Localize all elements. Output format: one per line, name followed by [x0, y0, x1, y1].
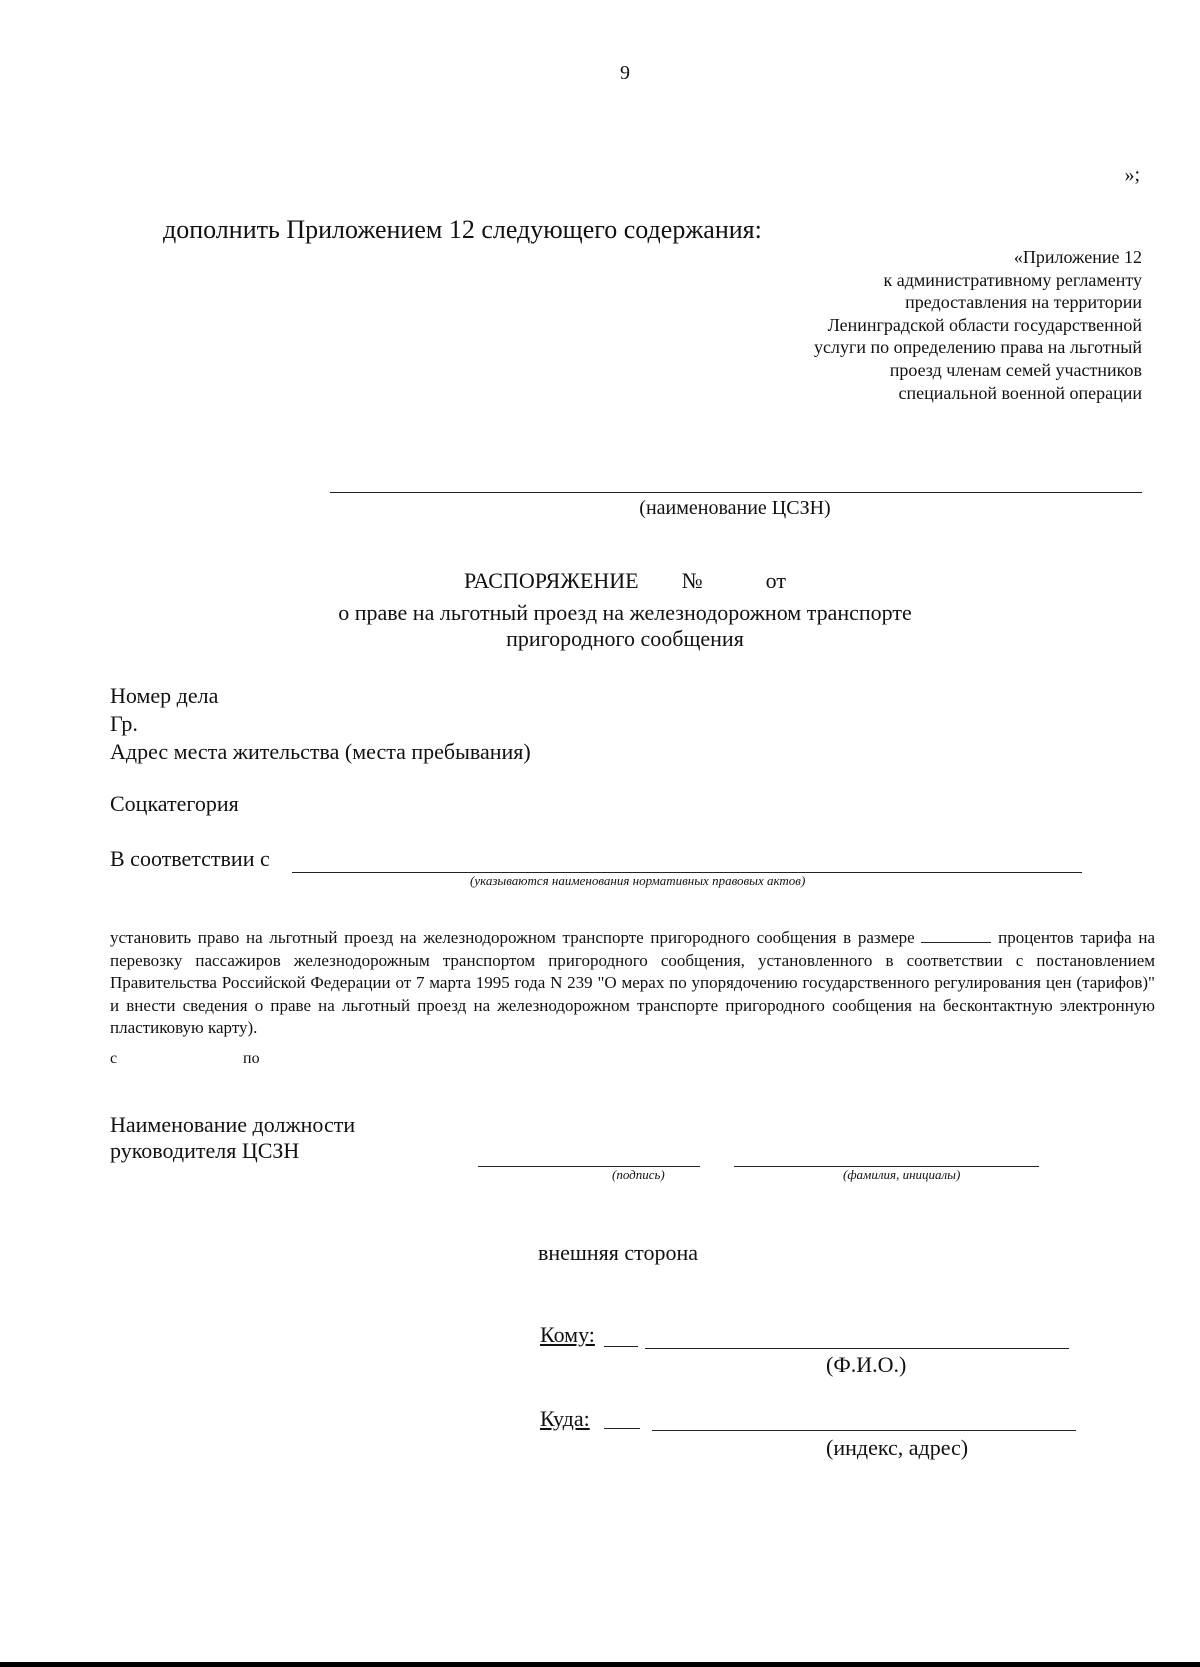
case-number-label: Номер дела — [110, 683, 219, 708]
scan-edge — [0, 1662, 1200, 1667]
to-line — [645, 1348, 1069, 1349]
appendix-line: «Приложение 12 — [1013, 247, 1142, 267]
where-line — [652, 1430, 1076, 1431]
appendix-line: Ленинградской области государственной — [827, 314, 1142, 335]
citizen-label: Гр. — [110, 711, 138, 736]
order-date-word: от — [765, 568, 786, 593]
percent-blank — [921, 930, 991, 943]
appendix-line: предоставления на территории — [905, 292, 1142, 313]
to-line-short — [604, 1346, 638, 1347]
outer-side-heading: внешняя сторона — [538, 1240, 699, 1265]
appendix-line: проезд членам семей участников — [889, 359, 1142, 380]
position-line: Наименование должности — [110, 1112, 356, 1137]
order-subject-line: пригородного сообщения — [506, 626, 744, 651]
where-caption: (индекс, адрес) — [826, 1435, 969, 1460]
to-caption: (Ф.И.О.) — [826, 1352, 907, 1377]
order-number-sign: № — [681, 568, 703, 593]
appendix-line: услуги по определению права на льготный — [814, 337, 1142, 358]
order-subject — [0, 600, 1200, 652]
where-line-short — [604, 1428, 640, 1429]
appendix-header — [814, 246, 1142, 404]
order-title — [0, 568, 1200, 594]
signature-caption: (подпись) — [612, 1167, 665, 1182]
acts-caption: (указываются наименования нормативных правовых актов) — [470, 873, 806, 888]
address-label: Адрес места жительства (места пребывания) — [110, 739, 531, 764]
org-name-line — [330, 492, 1142, 493]
in-accordance-label: В соответствии с — [110, 846, 270, 871]
intro-text: дополнить Приложением 12 следующего содержания: — [163, 215, 762, 244]
order-subject-line: о праве на льготный проезд на железнодорожном транспорте — [338, 600, 912, 625]
body-part1: установить право на льготный проезд на железнодорожном транспорте пригородного сообщения в размере — [110, 928, 915, 947]
period-from-label: с — [110, 1050, 118, 1067]
appendix-line: специальной военной операции — [898, 382, 1142, 403]
org-name-caption: (наименование ЦСЗН) — [639, 497, 831, 519]
social-category-label: Соцкатегория — [110, 791, 239, 816]
appendix-line: к административному регламенту — [883, 269, 1142, 290]
signatory-position — [110, 1112, 355, 1164]
body-part2: процентов тарифа на перевозку пассажиров железнодорожным транспортом пригородного сообщения, установленного в соответствии с постановлением Правительства Российской Федерации от 7 марта 1995 года N 239 "О мерах по упорядочению государственного регулирования цен (тарифов)" и внести сведения о праве на льготный проезд на железнодорожном транспорте пригородного сообщения на бесконтактную электронную пластиковую карту). — [110, 928, 1156, 1037]
closing-quote: »; — [1124, 164, 1140, 186]
position-line: руководителя ЦСЗН — [110, 1138, 300, 1163]
page-number: 9 — [620, 62, 630, 84]
order-body-text — [110, 927, 1155, 1040]
order-title-word: РАСПОРЯЖЕНИЕ — [464, 568, 639, 593]
signature-line — [478, 1166, 700, 1167]
where-label: Куда: — [540, 1406, 590, 1431]
to-label: Кому: — [540, 1322, 595, 1347]
period-to-label: по — [243, 1050, 260, 1067]
name-caption: (фамилия, инициалы) — [843, 1167, 961, 1182]
